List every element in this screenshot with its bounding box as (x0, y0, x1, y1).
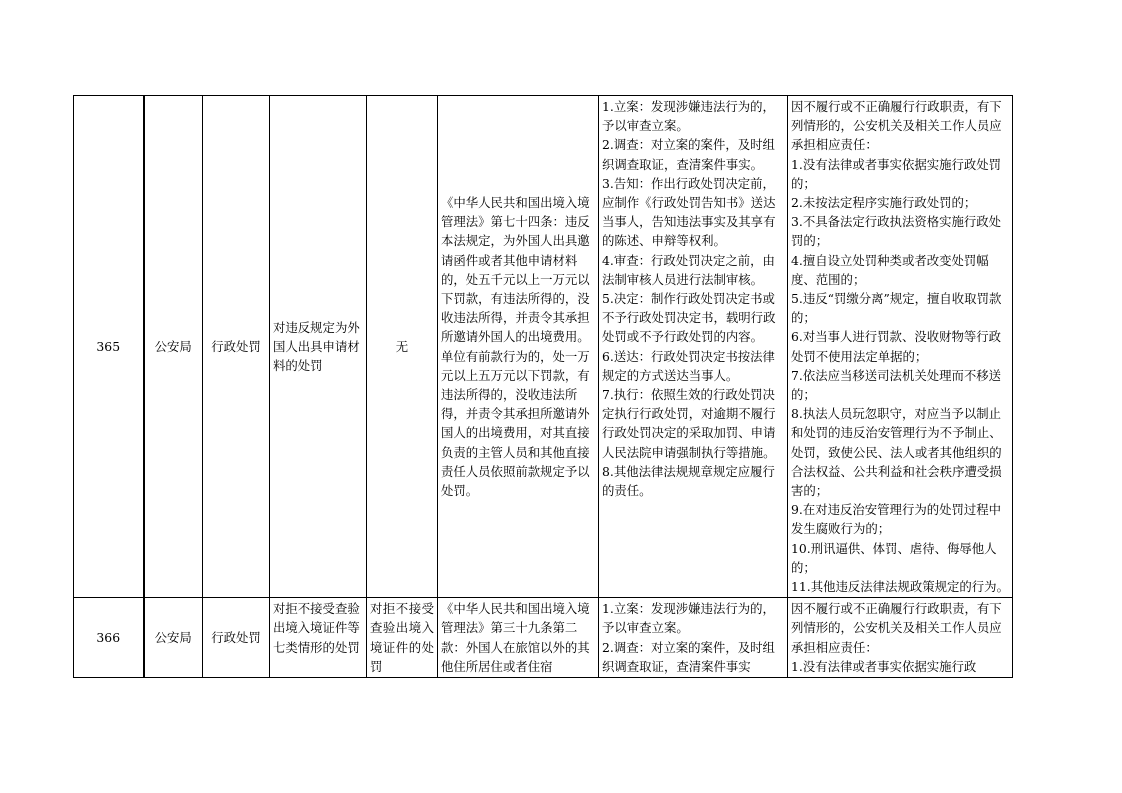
power-type: 行政处罚 (203, 598, 270, 678)
row-number: 366 (74, 598, 144, 678)
row-number: 365 (74, 96, 144, 598)
power-type: 行政处罚 (203, 96, 270, 598)
process-steps: 1.立案：发现涉嫌违法行为的，予以审查立案。 2.调查：对立案的案件，及时组织调查取证，查清案件事实。 3.告知：作出行政处罚决定前，应制作《行政处罚告知书》送达当事人，告知违法事实及其享有的陈述、申辩等权利。 4.审查：行政处罚决定之前，由法制审核人员进行法制审核。 5.决定：制作行政处罚决定书或不予行政处罚决定书，载明行政处罚或不予行政处罚的内容。 6.送达：行政处罚决定书按法律规定的方式送达当事人。 7.执行：依照生效的行政处罚决定执行行政处罚，对逾期不履行行政处罚决定的采取加罚、申请人民法院申请强制执行等措施。 8.其他法律法规规章规定应履行的责任。 (599, 96, 788, 598)
sub-item-name: 无 (367, 96, 438, 598)
legal-basis: 《中华人民共和国出境入境管理法》第七十四条：违反本法规定，为外国人出具邀请函件或者其他申请材料的，处五千元以上一万元以下罚款，有违法所得的，没收违法所得，并责令其承担所邀请外国人的出境费用。 单位有前款行为的，处一万元以上五万元以下罚款，有违法所得的，没收违法所得，并责令其承担所邀请外国人的出境费用，对其直接负责的主管人员和其他直接责任人员依照前款规定予以处罚。 (438, 96, 599, 598)
item-name: 对拒不接受查验出境入境证件等七类情形的处罚 (270, 598, 367, 678)
liability-text: 因不履行或不正确履行行政职责，有下列情形的，公安机关及相关工作人员应承担相应责任： 1.没有法律或者事实依据实施行政处罚的； 2.未按法定程序实施行政处罚的； 3.不具备法定行政执法资格实施行政处罚的； 4.擅自设立处罚种类或者改变处罚幅度、范围的； 5.违反“罚缴分离”规定，擅自收取罚款的； 6.对当事人进行罚款、没收财物等行政处罚不使用法定单据的； 7.依法应当移送司法机关处理而不移送的； 8.执法人员玩忽职守，对应当予以制止和处罚的违反治安管理行为不予制止、处罚，致使公民、法人或者其他组织的合法权益、公共利益和社会秩序遭受损害的； 9.在对违反治安管理行为的处罚过程中发生腐败行为的； 10.刑讯逼供、体罚、虐待、侮辱他人的； 11.其他违反法律法规政策规定的行为。 (788, 96, 1013, 598)
department: 公安局 (144, 96, 203, 598)
process-steps: 1.立案：发现涉嫌违法行为的，予以审查立案。 2.调查：对立案的案件，及时组织调查取证，查清案件事实 (599, 598, 788, 678)
table-row (74, 96, 1013, 598)
table-row (74, 598, 1013, 678)
authority-table (73, 95, 1013, 678)
sub-item-name: 对拒不接受查验出境入境证件的处罚 (367, 598, 438, 678)
liability-text: 因不履行或不正确履行行政职责，有下列情形的，公安机关及相关工作人员应承担相应责任： 1.没有法律或者事实依据实施行政 (788, 598, 1013, 678)
department: 公安局 (144, 598, 203, 678)
legal-basis: 《中华人民共和国出境入境管理法》第三十九条第二款：外国人在旅馆以外的其他住所居住或者住宿 (438, 598, 599, 678)
item-name: 对违反规定为外国人出具申请材料的处罚 (270, 96, 367, 598)
